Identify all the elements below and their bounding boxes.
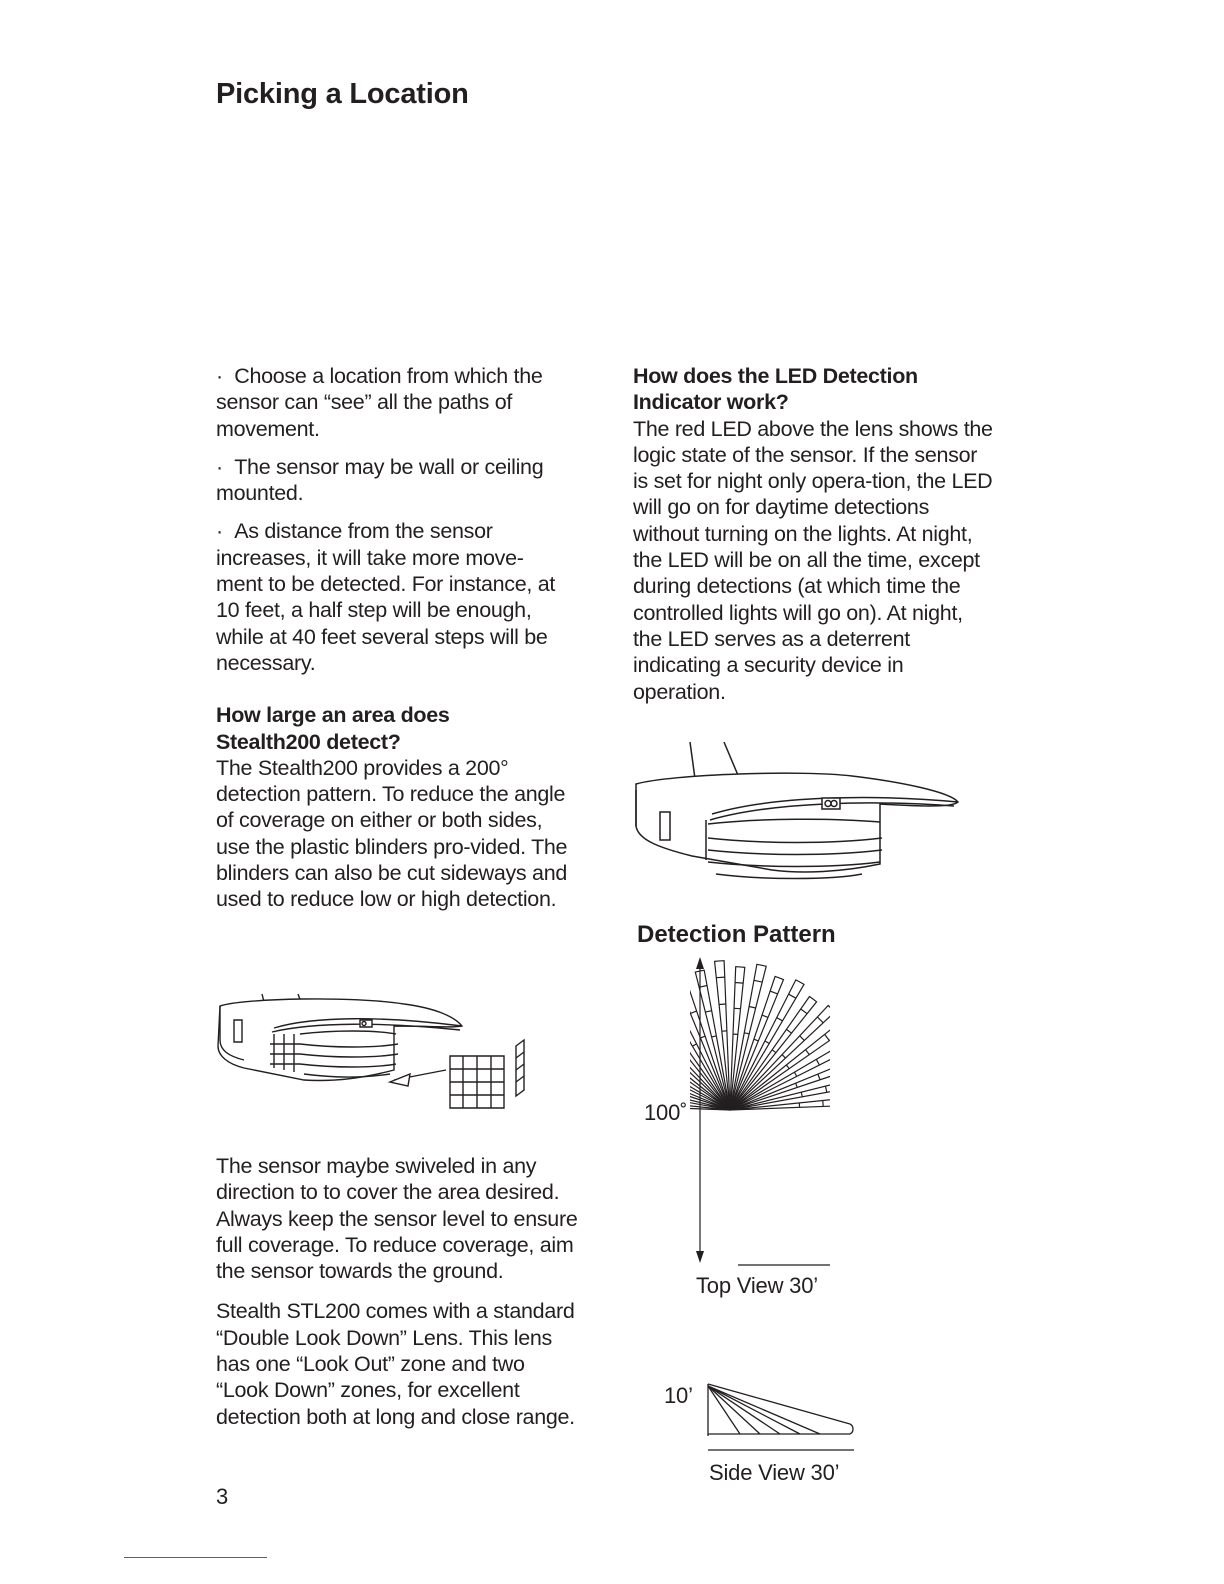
zone-segment-mark [787,1029,792,1033]
zone-segment-mark [801,1092,802,1097]
bullet-marker: · [216,364,235,388]
zone-segment-mark [801,1009,807,1014]
zone-segment-mark [754,1039,759,1041]
height-label: 10’ [664,1383,693,1408]
zone-segment-mark [789,994,796,998]
side-view-label: Side View 30’ [709,1460,840,1485]
zone-segment-mark [719,1004,726,1005]
side-view-diagram [700,1380,860,1452]
sensor-with-blinders-illustration [214,990,534,1110]
zone-segment-mark [816,1059,819,1065]
zone-segment-mark [806,1050,810,1055]
angle-label: 100˚ [644,1100,688,1125]
zone-segment-mark [825,1034,830,1040]
zone-segment-mark [795,1072,797,1076]
left-column-lower [216,1153,588,1430]
detection-pattern-title: Detection Pattern [637,921,836,948]
area-answer-text: The Stealth200 provides a 200° detection pattern. To reduce the angle of coverage on either or both sides, use the plastic blinders pro-vided. The blinders can also be cut sideways and used to reduce low or high detection. [216,755,568,912]
zone-segment-mark [786,1065,789,1069]
zone-segment-mark [777,1018,783,1021]
zone-segment-mark [700,1036,705,1038]
zone-segment-mark [765,1041,769,1043]
right-column [633,363,1005,705]
detection-zone [730,997,817,1111]
zone-segment-mark [690,1011,696,1013]
zone-segment-mark [770,991,778,994]
top-view-label: Top View 30’ [696,1273,818,1298]
zone-segment-mark [818,1074,820,1080]
page-number: 3 [216,1484,229,1509]
detection-fan [690,961,830,1110]
zone-segment-mark [735,983,743,984]
led-question-heading: How does the LED Detection Indicator work? [633,364,918,415]
zone-segment-mark [762,1015,768,1017]
sensor-illustration [632,740,962,895]
bullet-marker: · [216,454,235,479]
footer-rule [124,1557,267,1558]
bullet-item: · The sensor may be wall or ceiling mounted. [216,454,544,506]
led-answer-text: The red LED above the lens shows the logic state of the sensor. If the sensor is set for night only opera-tion, the LED will go on for daytime detections without turning on the lights. At night, the LED will be on all the time, except during detections (at which time the controlled lights will go on). At night, the LED serves as a deterrent indicating a security device in operation. [633,416,993,704]
zone-segment-mark [782,1055,786,1059]
zone-segment-mark [826,1086,827,1092]
left-column [216,363,588,913]
zone-segment-mark [692,1044,696,1046]
lens-paragraph: Stealth STL200 comes with a standard “Double Look Down” Lens. This lens has one “Look Out” zone and two “Look Down” zones, for excellent detection both at long and close range. [216,1299,575,1429]
swivel-paragraph: The sensor maybe swiveled in any direction to to cover the area desired. Always keep the sensor level to ensure full coverage. To reduce coverage, aim the sensor towards the ground. [216,1154,578,1284]
zone-segment-mark [796,1083,798,1087]
zone-segment-mark [800,1036,805,1041]
zone-segment-mark [744,1033,749,1034]
zone-segment-mark [817,1017,823,1023]
top-view-diagram [690,955,830,1270]
zone-segment-mark [772,1050,776,1053]
bullet-marker: · [216,519,235,544]
zone-segment-mark [716,977,725,978]
zone-segment-mark [749,1007,756,1009]
zone-segment-mark [705,1011,711,1012]
page-title: Picking a Location [216,78,469,110]
zone-segment-mark [712,1036,717,1037]
bullet-item: · As distance from the sensor increases, it will take more move-ment to be detected. For instance, at 10 feet, a half step will be enough, while at 40 feet several steps will be necessary. [216,519,556,675]
detection-zone [730,976,784,1110]
bullet-item: · Choose a location from which the sensor can “see” all the paths of movement. [216,364,543,441]
zone-segment-mark [754,980,762,982]
area-question-heading: How large an area does Stealth200 detect? [216,703,450,754]
